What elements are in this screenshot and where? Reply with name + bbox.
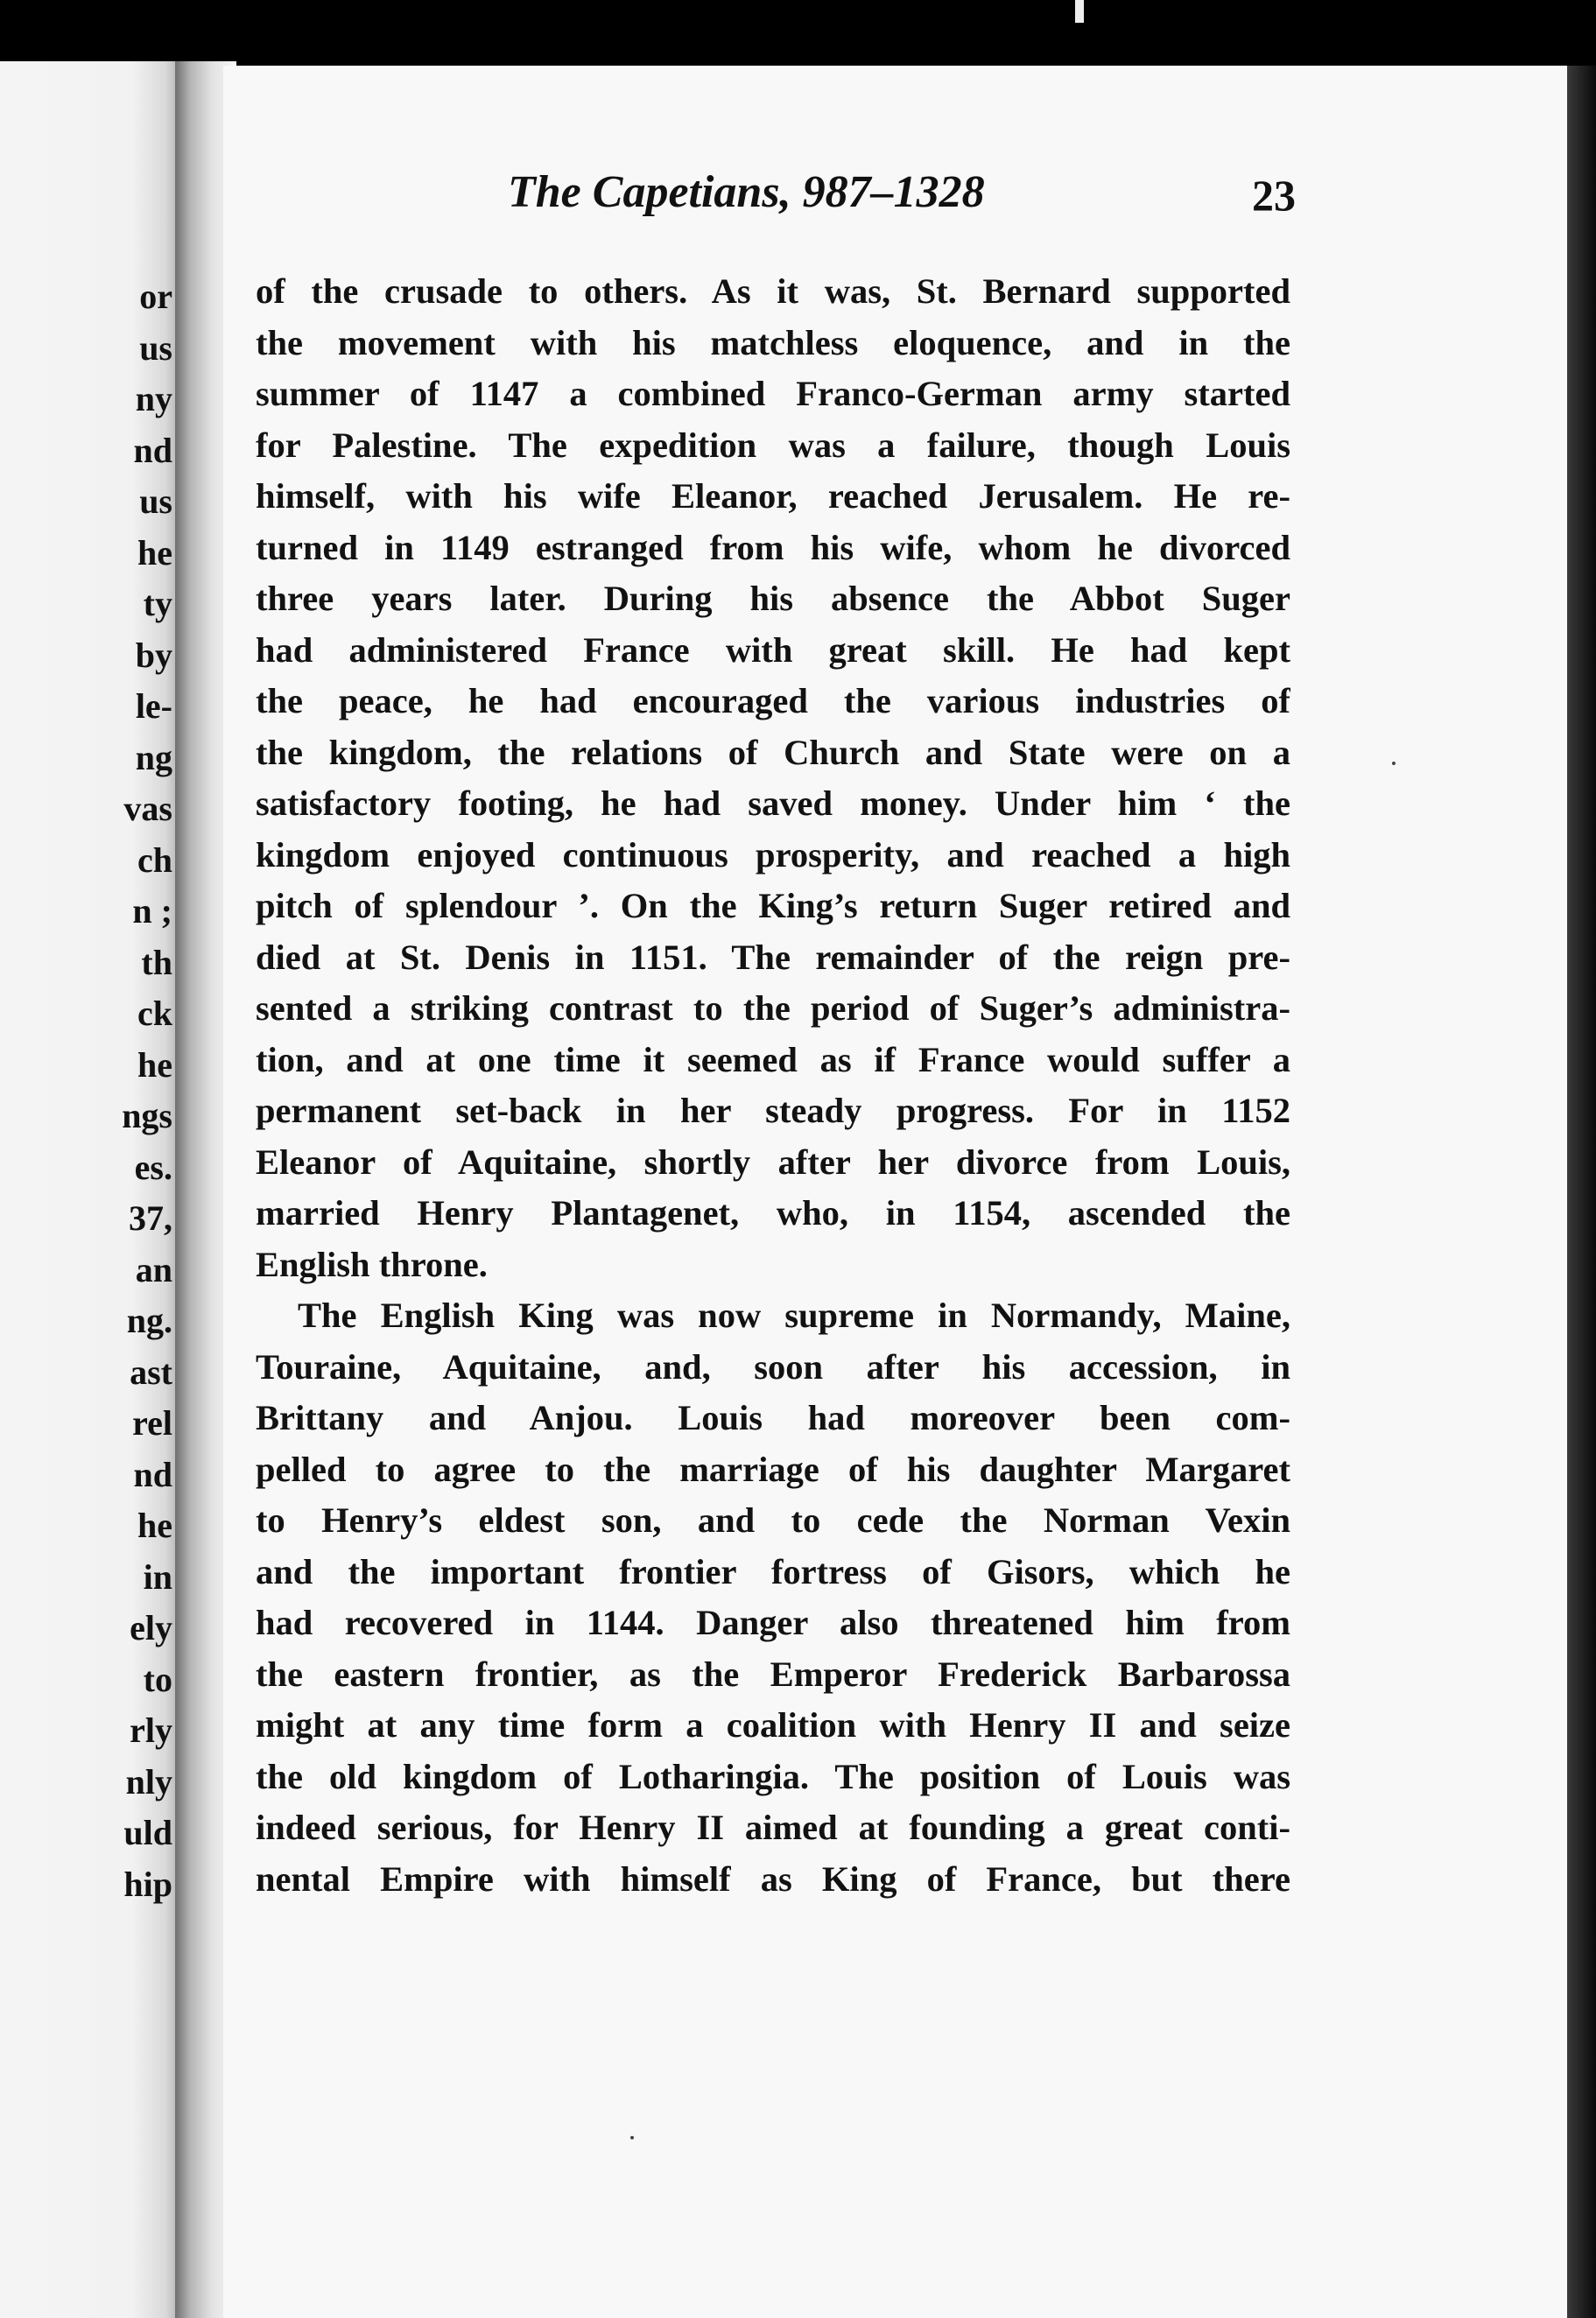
facing-page-fragment: ck	[137, 994, 172, 1033]
page-edge-shadow	[1567, 66, 1596, 2318]
text-line: pitch of splendour ’. On the King’s return Suger retired and	[256, 886, 1290, 925]
facing-page-fragment: nly	[125, 1761, 172, 1802]
paragraph	[256, 266, 1290, 1290]
facing-page-fragment: rel	[132, 1403, 172, 1443]
text-line: tion, and at one time it seemed as if France would suffer a	[256, 1039, 1290, 1079]
facing-page-fragment: ng	[135, 737, 172, 777]
facing-page-fragment: n ;	[132, 891, 172, 931]
text-line: for Palestine. The expedition was a failure, though Louis	[256, 425, 1290, 465]
text-line: satisfactory footing, he had saved money. Under him ‘ the	[256, 783, 1290, 823]
facing-page-fragment: he	[137, 532, 172, 572]
text-line: nental Empire with himself as King of France, but there	[256, 1858, 1290, 1899]
text-line: the kingdom, the relations of Church and State were on a	[256, 732, 1290, 772]
page-number: 23	[1252, 171, 1296, 220]
text-line: to Henry’s eldest son, and to cede the Norman Vexin	[256, 1500, 1290, 1540]
scan-speck	[1392, 762, 1396, 765]
text-line: summer of 1147 a combined Franco-German army started	[256, 374, 1290, 413]
facing-page-fragment: to	[143, 1659, 172, 1699]
text-line: died at St. Denis in 1151. The remainder of the reign pre-	[256, 937, 1290, 977]
facing-page-fragment: in	[143, 1556, 172, 1597]
scan-speck	[630, 2136, 634, 2139]
text-line: and the important frontier fortress of Gisors, which he	[256, 1551, 1290, 1591]
text-line: pelled to agree to the marriage of his daughter Margaret	[256, 1449, 1290, 1489]
facing-page-fragment: ngs	[122, 1096, 172, 1135]
facing-page-line-ends	[67, 271, 172, 1910]
text-line: of the crusade to others. As it was, St. Bernard supported	[256, 271, 1290, 311]
text-line: the movement with his matchless eloquence, and in the	[256, 322, 1290, 362]
text-line: married Henry Plantagenet, who, in 1154, ascended the	[256, 1193, 1290, 1233]
facing-page-fragment: by	[135, 635, 172, 675]
facing-page-fragment: le-	[135, 686, 172, 726]
facing-page-fragment: 37,	[129, 1198, 172, 1238]
facing-page-fragment: ch	[137, 839, 172, 880]
facing-page-fragment: rly	[130, 1710, 172, 1750]
facing-page-fragment: ny	[135, 379, 172, 418]
text-line: the old kingdom of Lotharingia. The position of Louis was	[256, 1756, 1290, 1796]
running-title: The Capetians, 987–1328	[508, 167, 985, 217]
facing-page-fragment: ast	[130, 1352, 172, 1392]
facing-page-fragment: nd	[133, 1454, 172, 1494]
facing-page-fragment: uld	[123, 1813, 172, 1852]
text-line: kingdom enjoyed continuous prosperity, and reached a high	[256, 834, 1290, 875]
text-line: three years later. During his absence the Abbot Suger	[256, 579, 1290, 618]
text-line: Eleanor of Aquitaine, shortly after her divorce from Louis,	[256, 1141, 1290, 1182]
text-line: Touraine, Aquitaine, and, soon after his accession, in	[256, 1346, 1290, 1387]
text-line: Brittany and Anjou. Louis had moreover been com-	[256, 1398, 1290, 1437]
facing-page-fragment: us	[139, 481, 172, 521]
text-line: the peace, he had encouraged the various industries of	[256, 681, 1290, 720]
text-line: sented a striking contrast to the period of Suger’s administra-	[256, 988, 1290, 1028]
text-line: had recovered in 1144. Danger also threatened him from	[256, 1603, 1290, 1642]
facing-page-fragment: ty	[143, 584, 172, 623]
body-text	[256, 266, 1290, 1905]
text-line: might at any time form a coalition with Henry II and seize	[256, 1705, 1290, 1745]
facing-page-fragment: es.	[134, 1147, 172, 1187]
text-line: the eastern frontier, as the Emperor Frederick Barbarossa	[256, 1654, 1290, 1694]
facing-page-fragment: us	[139, 327, 172, 368]
facing-page-fragment: an	[135, 1249, 172, 1289]
text-line: turned in 1149 estranged from his wife, whom he divorced	[256, 527, 1290, 567]
facing-page-fragment: hip	[123, 1864, 172, 1904]
text-line: indeed serious, for Henry II aimed at founding a great conti-	[256, 1808, 1290, 1847]
facing-page-fragment: nd	[133, 430, 172, 470]
facing-page-left	[0, 61, 188, 2318]
text-line: The English King was now supreme in Normandy, Maine,	[298, 1296, 1290, 1335]
text-line: permanent set-back in her steady progress. For in 1152	[256, 1091, 1290, 1130]
facing-page-fragment: or	[139, 277, 172, 316]
text-line: himself, with his wife Eleanor, reached Jerusalem. He re-	[256, 476, 1290, 516]
facing-page-fragment: vas	[123, 789, 172, 828]
scan-mark	[1075, 0, 1084, 23]
text-line: English throne.	[256, 1244, 488, 1284]
paragraph	[256, 1290, 1290, 1905]
facing-page-fragment: he	[137, 1044, 172, 1085]
facing-page-fragment: ng.	[126, 1301, 172, 1340]
facing-page-fragment: he	[137, 1506, 172, 1545]
facing-page-fragment: ely	[130, 1608, 172, 1647]
facing-page-fragment: th	[141, 942, 172, 982]
text-line: had administered France with great skill. He had kept	[256, 629, 1290, 670]
